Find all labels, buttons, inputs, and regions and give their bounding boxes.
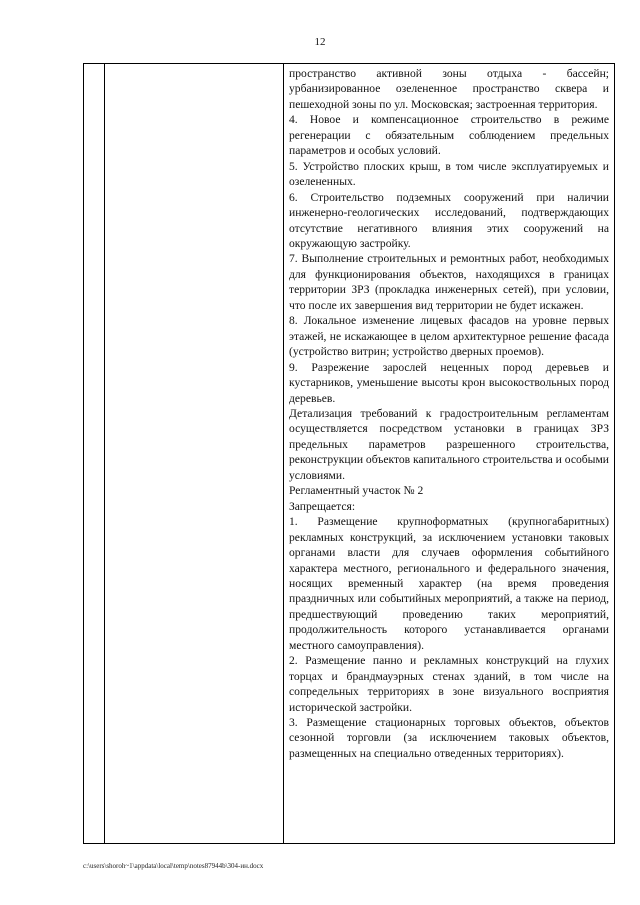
content-table <box>83 63 615 844</box>
paragraph-item-9: 9. Разрежение зарослей неценных пород деревьев и кустарников, уменьшение высоты крон высокоствольных пород деревьев. <box>289 360 609 405</box>
column-divider-1 <box>104 64 105 843</box>
regulation-text-cell <box>289 66 609 761</box>
paragraph-detailing: Детализация требований к градостроительным регламентам осуществляется посредством установки в границах ЗРЗ предельных параметров разрешенного строительства, реконструкции объектов капитального строительства и особыми условиями. <box>289 406 609 482</box>
paragraph-item-6: 6. Строительство подземных сооружений при наличии инженерно-геологических исследований, подтверждающих отсутствие негативного влияния этих сооружений на окружающую застройку. <box>289 190 609 250</box>
section-heading: Регламентный участок № 2 <box>289 484 424 498</box>
paragraph-zones: пространство активной зоны отдыха - бассейн; урбанизированное озелененное пространство сквера и пешеходной зоны по ул. Московская; застроенная территория. <box>289 67 609 111</box>
paragraph-item-8: 8. Локальное изменение лицевых фасадов на уровне первых этажей, не искажающее в целом архитектурное решение фасада (устройство витрин; устройство дверных проемов). <box>289 314 609 359</box>
column-divider-2 <box>283 64 284 843</box>
paragraph-item-7: 7. Выполнение строительных и ремонтных работ, необходимых для функционирования объектов, находящихся в границах территории ЗРЗ (прокладка инженерных сетей), при условии, что после их завершения вид территории не будет искажен. <box>289 252 609 312</box>
prohibited-heading: Запрещается: <box>289 499 356 513</box>
file-path-footer: c:\users\shoroh~1\appdata\local\temp\notes87944b\304-ин.docx <box>83 862 264 870</box>
page-number: 12 <box>314 36 326 48</box>
prohibited-item-1: 1. Размещение крупноформатных (крупногабаритных) рекламных конструкций, за исключением установки таковых органами власти для случаев оформления событийного характера местного, регионального и федерального значения, носящих временный характер (на время проведения праздничных или событийных мероприятий, а также на период, предшествующий проведению таких мероприятий, продолжительность которого устанавливается органами местного самоуправления). <box>289 515 609 652</box>
paragraph-item-4: 4. Новое и компенсационное строительство в режиме регенерации с обязательным соблюдением предельных параметров и особых условий. <box>289 113 609 158</box>
prohibited-item-3: 3. Размещение стационарных торговых объектов, объектов сезонной торговли (за исключением таковых объектов, размещенных на специально отведенных территориях). <box>289 716 609 760</box>
paragraph-item-5: 5. Устройство плоских крыш, в том числе эксплуатируемых и озелененных. <box>289 159 609 189</box>
prohibited-item-2: 2. Размещение панно и рекламных конструкций на глухих торцах и брандмауэрных стенах зданий, в том числе на сопредельных территориях в зоне визуального восприятия исторической застройки. <box>289 654 609 714</box>
